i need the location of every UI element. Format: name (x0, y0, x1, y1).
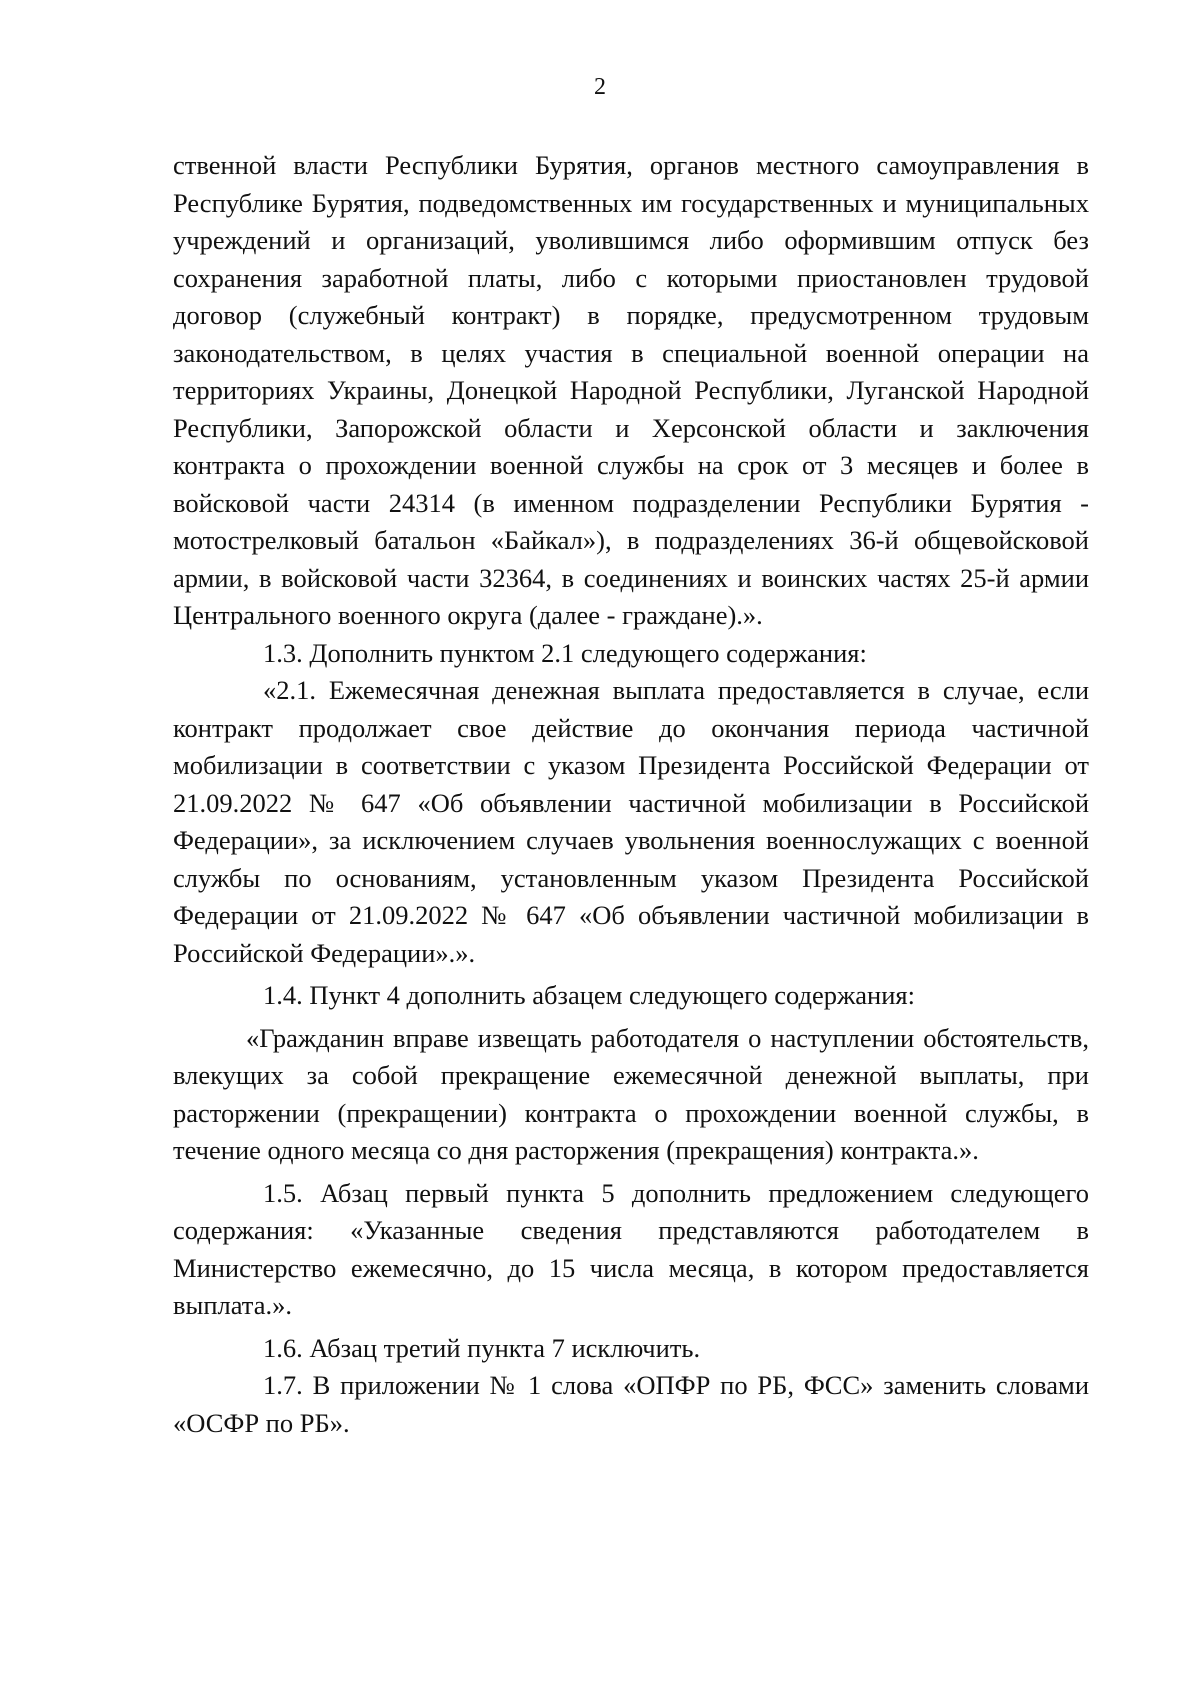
paragraph-quote-2-1: «2.1. Ежемесячная денежная выплата предоставляется в случае, если контракт продолжает свое действие до окончания периода частичной мобилизации в соответствии с указом Президента Российской Федерации от 21.09.2022 № 647 «Об объявлении частичной мобилизации в Российской Федерации», за исключением случаев увольнения военнослужащих с военной службы по основаниям, установленным указом Президента Российской Федерации от 21.09.2022 № 647 «Об объявлении частичной мобилизации в Российской Федерации».». (173, 675, 1089, 968)
paragraph-item-1-7: 1.7. В приложении № 1 слова «ОПФР по РБ, ФСС» заменить словами «ОСФР по РБ». (173, 1370, 1089, 1438)
paragraph-item-1-6: 1.6. Абзац третий пункта 7 исключить. (263, 1332, 701, 1363)
page-number: 2 (594, 74, 606, 100)
paragraph-quote-citizen: «Гражданин вправе извещать работодателя о наступлении обстоятельств, влекущих за собой прекращение ежемесячной денежной выплаты, при расторжении (прекращении) контракта о прохождении военной службы, в течение одного месяца со дня расторжения (прекращения) контракта.». (173, 1022, 1089, 1165)
document-body (173, 147, 1089, 1442)
paragraph-item-1-3: 1.3. Дополнить пунктом 2.1 следующего содержания: (263, 637, 867, 668)
paragraph-item-1-5: 1.5. Абзац первый пункта 5 дополнить предложением следующего содержания: «Указанные сведения представляются работодателем в Министерство ежемесячно, до 15 числа месяца, в котором предоставляется выплата.». (173, 1177, 1089, 1320)
paragraph-item-1-4: 1.4. Пункт 4 дополнить абзацем следующего содержания: (263, 980, 915, 1010)
paragraph-continuation: ственной власти Республики Бурятия, органов местного самоуправления в Республике Бурятия, подведомственных им государственных и муниципальных учреждений и организаций, уволившимся либо оформившим отпуск без сохранения заработной платы, либо с которыми приостановлен трудовой договор (служебный контракт) в порядке, предусмотренном трудовым законодательством, в целях участия в специальной военной операции на территориях Украины, Донецкой Народной Республики, Луганской Народной Республики, Запорожской области и Херсонской области и заключения контракта о прохождении военной службы на срок от 3 месяцев и более в войсковой части 24314 (в именном подразделении Республики Бурятия - мотострелковый батальон «Байкал»), в подразделениях 36-й общевойсковой армии, в войсковой части 32364, в соединениях и воинских частях 25-й армии Центрального военного округа (далее - граждане).». (173, 150, 1089, 630)
